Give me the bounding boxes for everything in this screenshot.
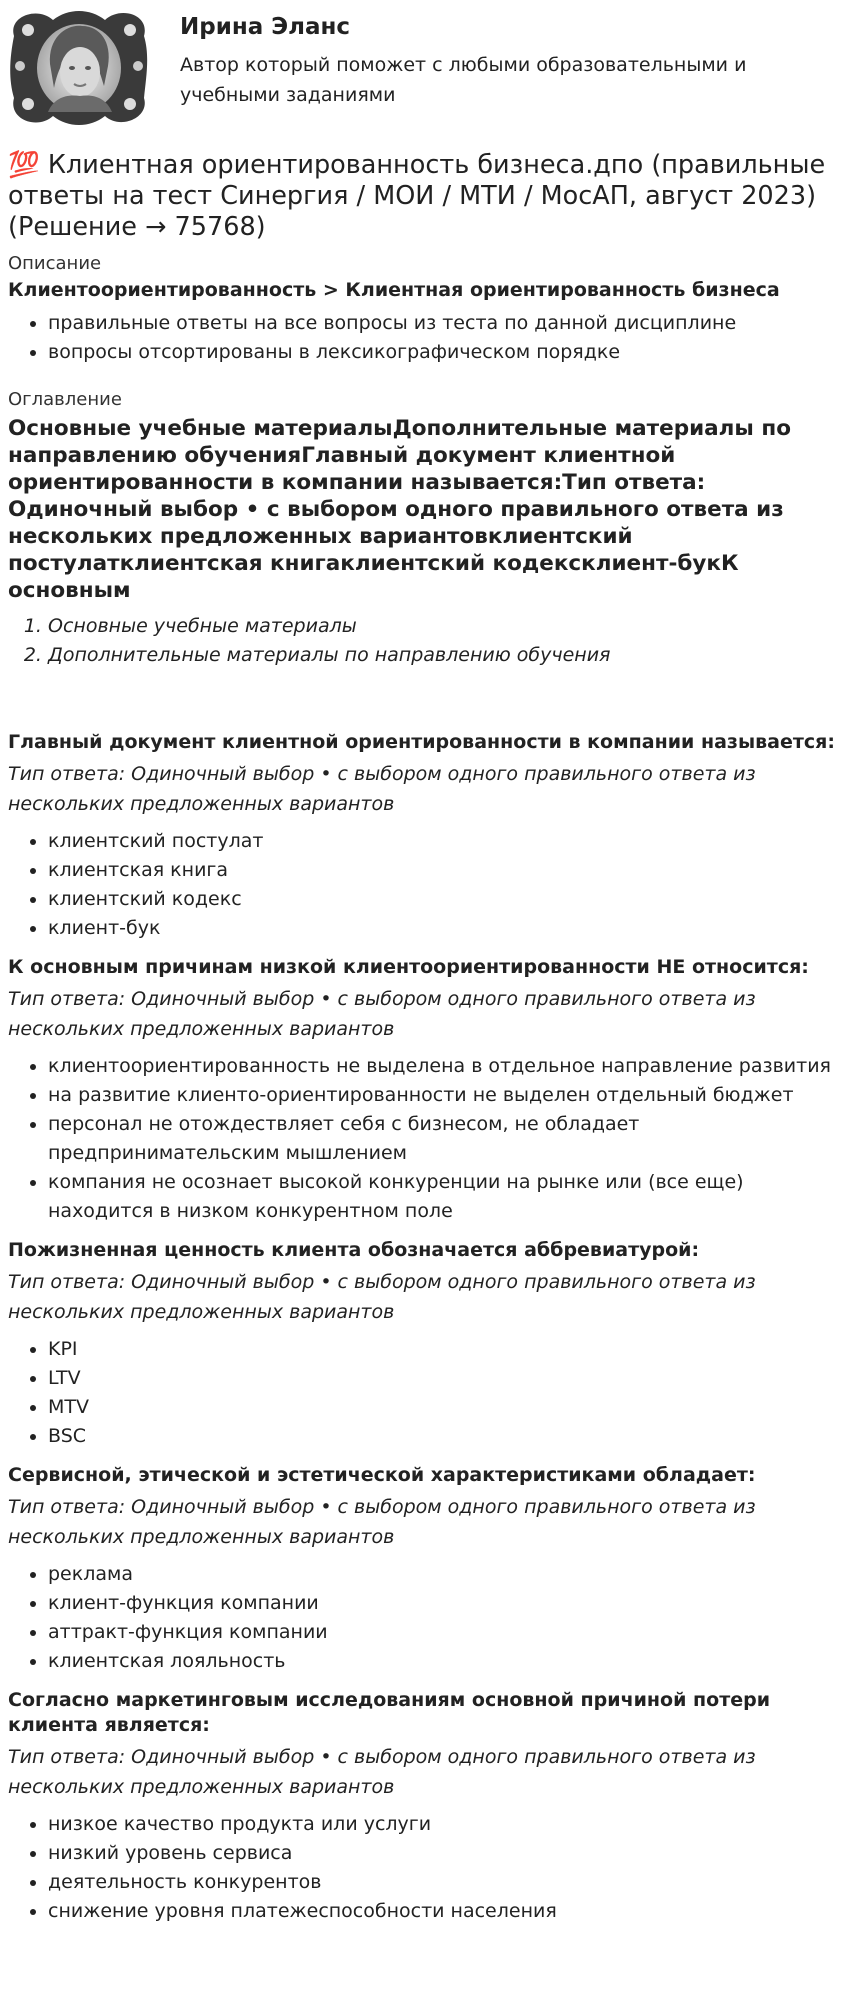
author-description: Автор который поможет с любыми образовательными и учебными заданиями [180,54,747,106]
answer-item: • на развитие клиенто-ориентированности не выделен отдельный бюджет [48,1081,839,1110]
question-type: Тип ответа: Одиночный выбор • с выбором одного правильного ответа из нескольких предложенных вариантов [8,988,756,1040]
answer-item: • клиентский кодекс [48,885,839,914]
answer-item: • компания не осознает высокой конкуренции на рынке или (все еще) находится в низком конкурентном поле [48,1168,839,1226]
answer-item: • клиентская книга [48,856,839,885]
answer-list [8,827,839,943]
answer-item: • снижение уровня платежеспособности населения [48,1897,839,1926]
answer-list [8,1810,839,1926]
answer-list [8,1335,839,1451]
description-list [8,309,839,367]
breadcrumb[interactable]: Клиентоориентированность > Клиентная ориентированность бизнеса [8,279,780,301]
toc-heading: Основные учебные материалыДополнительные материалы по направлению обученияГлавный документ клиентной ориентированности в компании называется:Тип ответа: Одиночный выбор • с выбором одного правильного ответа из нескольких предложенных вариантовклиентский постулатклиентская книгаклиентский кодексклиент-букК основным [8,416,791,603]
list-item: • правильные ответы на все вопросы из теста по данной дисциплине [48,309,839,338]
answer-item: • клиентский постулат [48,827,839,856]
answer-item: • LTV [48,1364,839,1393]
answer-item: • KPI [48,1335,839,1364]
answer-item: • клиентоориентированность не выделена в отдельное направление развития [48,1052,839,1081]
answer-item: • BSC [48,1422,839,1451]
toc-list [8,612,839,670]
list-item: • вопросы отсортированы в лексикографическом порядке [48,338,839,367]
answer-item: • клиентская лояльность [48,1647,839,1676]
toc-label: Оглавление [8,389,122,410]
answer-item: • низкий уровень сервиса [48,1839,839,1868]
answer-list [8,1052,839,1226]
answer-item: • аттракт-функция компании [48,1618,839,1647]
answer-item: • клиент-бук [48,914,839,943]
toc-item[interactable]: 1. Основные учебные материалы [48,612,839,641]
answer-item: • MTV [48,1393,839,1422]
question-title: Главный документ клиентной ориентированности в компании называется: [8,731,835,753]
question-title: Пожизненная ценность клиента обозначается аббревиатурой: [8,1239,700,1261]
answer-list [8,1560,839,1676]
question-title: Согласно маркетинговым исследованиям основной причиной потери клиента является: [8,1689,771,1736]
question-type: Тип ответа: Одиночный выбор • с выбором одного правильного ответа из нескольких предложенных вариантов [8,1271,756,1323]
answer-item: • клиент-функция компании [48,1589,839,1618]
question [8,1238,839,1451]
question-type: Тип ответа: Одиночный выбор • с выбором одного правильного ответа из нескольких предложенных вариантов [8,1746,756,1798]
page-title: 💯 Клиентная ориентированность бизнеса.дпо (правильные ответы на тест Синергия / МОИ / МТИ / МосАП, август 2023) (Решение → 75768) [8,150,826,242]
author-info [180,12,780,110]
question [8,1688,839,1926]
avatar-image [8,6,150,128]
spacer [8,670,839,718]
question [8,1463,839,1676]
question [8,730,839,943]
avatar[interactable] [8,6,150,128]
answer-item: • деятельность конкурентов [48,1868,839,1897]
question-type: Тип ответа: Одиночный выбор • с выбором одного правильного ответа из нескольких предложенных вариантов [8,763,756,815]
answer-item: • реклама [48,1560,839,1589]
author-name[interactable]: Ирина Эланс [180,14,351,40]
answer-item: • персонал не отождествляет себя с бизнесом, не обладает предпринимательским мышлением [48,1110,839,1168]
question-title: Сервисной, этической и эстетической характеристиками обладает: [8,1464,756,1486]
toc-item[interactable]: 2. Дополнительные материалы по направлению обучения [48,641,839,670]
question-title: К основным причинам низкой клиентоориентированности НЕ относится: [8,956,809,978]
question-type: Тип ответа: Одиночный выбор • с выбором одного правильного ответа из нескольких предложенных вариантов [8,1496,756,1548]
author-card [8,0,839,140]
answer-item: • низкое качество продукта или услуги [48,1810,839,1839]
question [8,955,839,1226]
description-label: Описание [8,253,102,274]
